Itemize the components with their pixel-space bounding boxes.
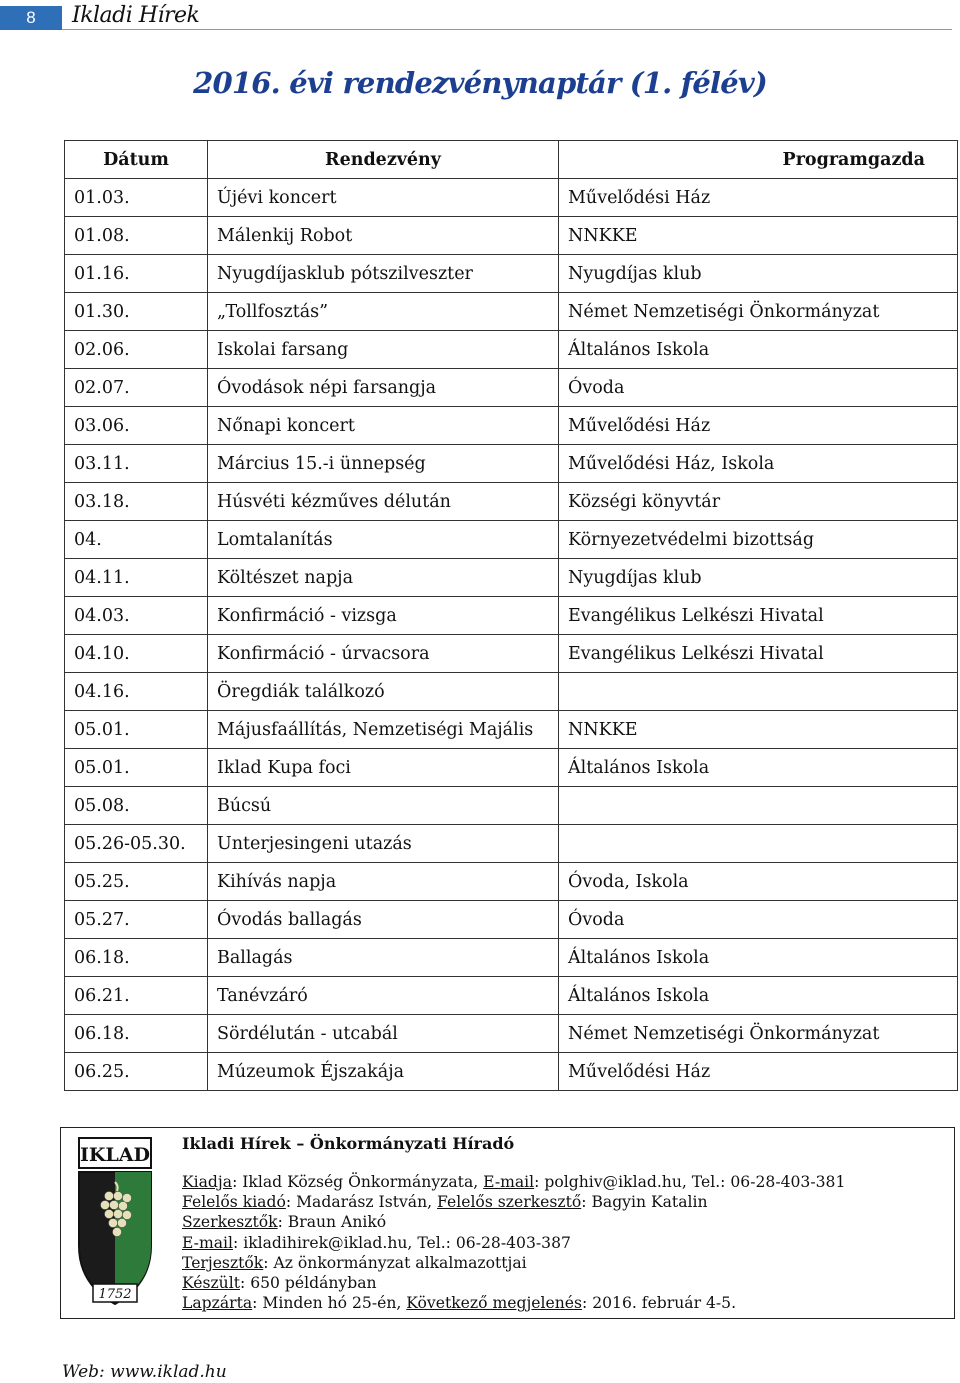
table-row <box>65 749 958 787</box>
event-date-cell: 02.06. <box>65 331 208 369</box>
table-row <box>65 483 958 521</box>
column-header-date: Dátum <box>65 141 208 179</box>
event-organizer-cell <box>559 825 958 863</box>
column-header-event: Rendezvény <box>208 141 559 179</box>
event-date-cell: 05.01. <box>65 711 208 749</box>
event-date-cell: 04.10. <box>65 635 208 673</box>
crest-name-text: IKLAD <box>80 1144 150 1166</box>
event-date-cell: 04.11. <box>65 559 208 597</box>
event-date-cell: 05.25. <box>65 863 208 901</box>
event-date-cell: 01.16. <box>65 255 208 293</box>
imprint-line <box>182 1212 845 1232</box>
table-row <box>65 863 958 901</box>
table-row <box>65 293 958 331</box>
table-row <box>65 369 958 407</box>
event-name-cell: Nőnapi koncert <box>208 407 559 445</box>
event-organizer-cell <box>559 787 958 825</box>
event-organizer-cell: Művelődési Ház <box>559 407 958 445</box>
event-date-cell: 01.08. <box>65 217 208 255</box>
event-date-cell: 03.11. <box>65 445 208 483</box>
imprint-details <box>182 1172 845 1313</box>
imprint-value: : Madarász István, <box>285 1193 438 1212</box>
event-date-cell: 01.30. <box>65 293 208 331</box>
table-row <box>65 255 958 293</box>
event-name-cell: Konfirmáció - úrvacsora <box>208 635 559 673</box>
event-name-cell: „Tollfosztás” <box>208 293 559 331</box>
event-date-cell: 05.26-05.30. <box>65 825 208 863</box>
event-name-cell: Sördélután - utcabál <box>208 1015 559 1053</box>
imprint-label: Következő megjelenés <box>406 1294 582 1313</box>
event-date-cell: 01.03. <box>65 179 208 217</box>
imprint-line <box>182 1233 845 1253</box>
event-date-cell: 03.18. <box>65 483 208 521</box>
event-date-cell: 04. <box>65 521 208 559</box>
imprint-line <box>182 1293 845 1313</box>
event-name-cell: Öregdiák találkozó <box>208 673 559 711</box>
imprint-label: Kiadja <box>182 1173 233 1191</box>
imprint-label: Terjesztők <box>182 1253 264 1272</box>
table-row <box>65 597 958 635</box>
event-name-cell: Iklad Kupa foci <box>208 749 559 787</box>
event-name-cell: Ballagás <box>208 939 559 977</box>
table-row <box>65 977 958 1015</box>
table-row <box>65 217 958 255</box>
event-date-cell: 04.16. <box>65 673 208 711</box>
imprint-value: : polghiv@iklad.hu, Tel.: 06-28-403-381 <box>534 1173 846 1191</box>
event-date-cell: 06.18. <box>65 939 208 977</box>
event-name-cell: Húsvéti kézműves délután <box>208 483 559 521</box>
event-name-cell: Újévi koncert <box>208 179 559 217</box>
event-organizer-cell: NNKKE <box>559 711 958 749</box>
event-organizer-cell: Környezetvédelmi bizottság <box>559 521 958 559</box>
table-row <box>65 787 958 825</box>
imprint-label: Felelős kiadó <box>182 1193 286 1212</box>
event-date-cell: 04.03. <box>65 597 208 635</box>
event-organizer-cell: Evangélikus Lelkészi Hivatal <box>559 635 958 673</box>
imprint-label: Készült <box>182 1274 240 1293</box>
table-row <box>65 825 958 863</box>
event-organizer-cell <box>559 673 958 711</box>
event-date-cell: 06.25. <box>65 1053 208 1091</box>
publication-title: Ikladi Hírek <box>72 3 200 28</box>
table-row <box>65 901 958 939</box>
imprint-value: : Minden hó 25-én, <box>252 1294 407 1313</box>
event-name-cell: Búcsú <box>208 787 559 825</box>
event-organizer-cell: Általános Iskola <box>559 977 958 1015</box>
imprint-value: : Bagyin Katalin <box>581 1193 708 1212</box>
table-body <box>65 179 958 1091</box>
imprint-title: Ikladi Hírek – Önkormányzati Híradó <box>182 1134 515 1153</box>
event-organizer-cell: Óvoda <box>559 369 958 407</box>
event-name-cell: Unterjesingeni utazás <box>208 825 559 863</box>
imprint-value: : Az önkormányzat alkalmazottjai <box>263 1253 527 1272</box>
imprint-label: Lapzárta <box>182 1294 253 1313</box>
column-header-organizer: Programgazda <box>559 141 958 179</box>
event-name-cell: Lomtalanítás <box>208 521 559 559</box>
page-title: 2016. évi rendezvénynaptár (1. félév) <box>193 66 767 100</box>
event-organizer-cell: Községi könyvtár <box>559 483 958 521</box>
event-organizer-cell: Német Nemzetiségi Önkormányzat <box>559 1015 958 1053</box>
imprint-line <box>182 1253 845 1273</box>
table-header-row <box>65 141 958 179</box>
event-name-cell: Óvodások népi farsangja <box>208 369 559 407</box>
event-date-cell: 05.27. <box>65 901 208 939</box>
event-organizer-cell: Általános Iskola <box>559 331 958 369</box>
imprint-line <box>182 1273 845 1293</box>
table-row <box>65 179 958 217</box>
event-date-cell: 05.08. <box>65 787 208 825</box>
table-row <box>65 1053 958 1091</box>
table-row <box>65 635 958 673</box>
event-organizer-cell: Óvoda <box>559 901 958 939</box>
table-row <box>65 331 958 369</box>
event-name-cell: Nyugdíjasklub pótszilveszter <box>208 255 559 293</box>
imprint-line <box>182 1192 845 1212</box>
event-organizer-cell: Óvoda, Iskola <box>559 863 958 901</box>
imprint-value: : 2016. február 4-5. <box>582 1294 737 1313</box>
event-date-cell: 03.06. <box>65 407 208 445</box>
event-name-cell: Májusfaállítás, Nemzetiségi Majális <box>208 711 559 749</box>
event-name-cell: Költészet napja <box>208 559 559 597</box>
table-row <box>65 711 958 749</box>
imprint-label: Felelős szerkesztő <box>437 1193 582 1212</box>
imprint-box <box>60 1127 955 1319</box>
event-organizer-cell: NNKKE <box>559 217 958 255</box>
header-divider <box>62 29 952 30</box>
table-row <box>65 445 958 483</box>
table-row <box>65 407 958 445</box>
table-row <box>65 1015 958 1053</box>
imprint-label: E-mail <box>182 1233 233 1252</box>
event-name-cell: Március 15.-i ünnepség <box>208 445 559 483</box>
imprint-value: : 650 példányban <box>239 1274 377 1293</box>
table-row <box>65 673 958 711</box>
page-number-badge: 8 <box>0 6 62 30</box>
event-organizer-cell: Művelődési Ház <box>559 1053 958 1091</box>
event-organizer-cell: Általános Iskola <box>559 749 958 787</box>
imprint-value: : Braun Anikó <box>277 1213 387 1232</box>
event-date-cell: 06.18. <box>65 1015 208 1053</box>
crest-year-text: 1752 <box>98 1287 132 1302</box>
table-row <box>65 521 958 559</box>
imprint-line <box>182 1172 845 1192</box>
event-name-cell: Tanévzáró <box>208 977 559 1015</box>
iklad-crest-logo <box>75 1134 155 1310</box>
imprint-value: : ikladihirek@iklad.hu, Tel.: 06-28-403-387 <box>233 1233 571 1252</box>
imprint-label: E-mail <box>483 1173 535 1191</box>
event-calendar-table <box>64 140 958 1091</box>
event-name-cell: Múzeumok Éjszakája <box>208 1053 559 1091</box>
event-organizer-cell: Művelődési Ház, Iskola <box>559 445 958 483</box>
event-organizer-cell: Evangélikus Lelkészi Hivatal <box>559 597 958 635</box>
event-date-cell: 06.21. <box>65 977 208 1015</box>
event-organizer-cell: Művelődési Ház <box>559 179 958 217</box>
event-organizer-cell: Nyugdíjas klub <box>559 255 958 293</box>
event-name-cell: Konfirmáció - vizsga <box>208 597 559 635</box>
event-name-cell: Óvodás ballagás <box>208 901 559 939</box>
event-organizer-cell: Német Nemzetiségi Önkormányzat <box>559 293 958 331</box>
event-name-cell: Iskolai farsang <box>208 331 559 369</box>
event-organizer-cell: Nyugdíjas klub <box>559 559 958 597</box>
imprint-value: : Iklad Község Önkormányzata, <box>232 1173 484 1191</box>
table-row <box>65 939 958 977</box>
event-organizer-cell: Általános Iskola <box>559 939 958 977</box>
event-date-cell: 05.01. <box>65 749 208 787</box>
imprint-label: Szerkesztők <box>182 1213 278 1232</box>
footer-website[interactable]: Web: www.iklad.hu <box>62 1362 227 1382</box>
event-date-cell: 02.07. <box>65 369 208 407</box>
event-name-cell: Kihívás napja <box>208 863 559 901</box>
event-name-cell: Málenkij Robot <box>208 217 559 255</box>
table-row <box>65 559 958 597</box>
